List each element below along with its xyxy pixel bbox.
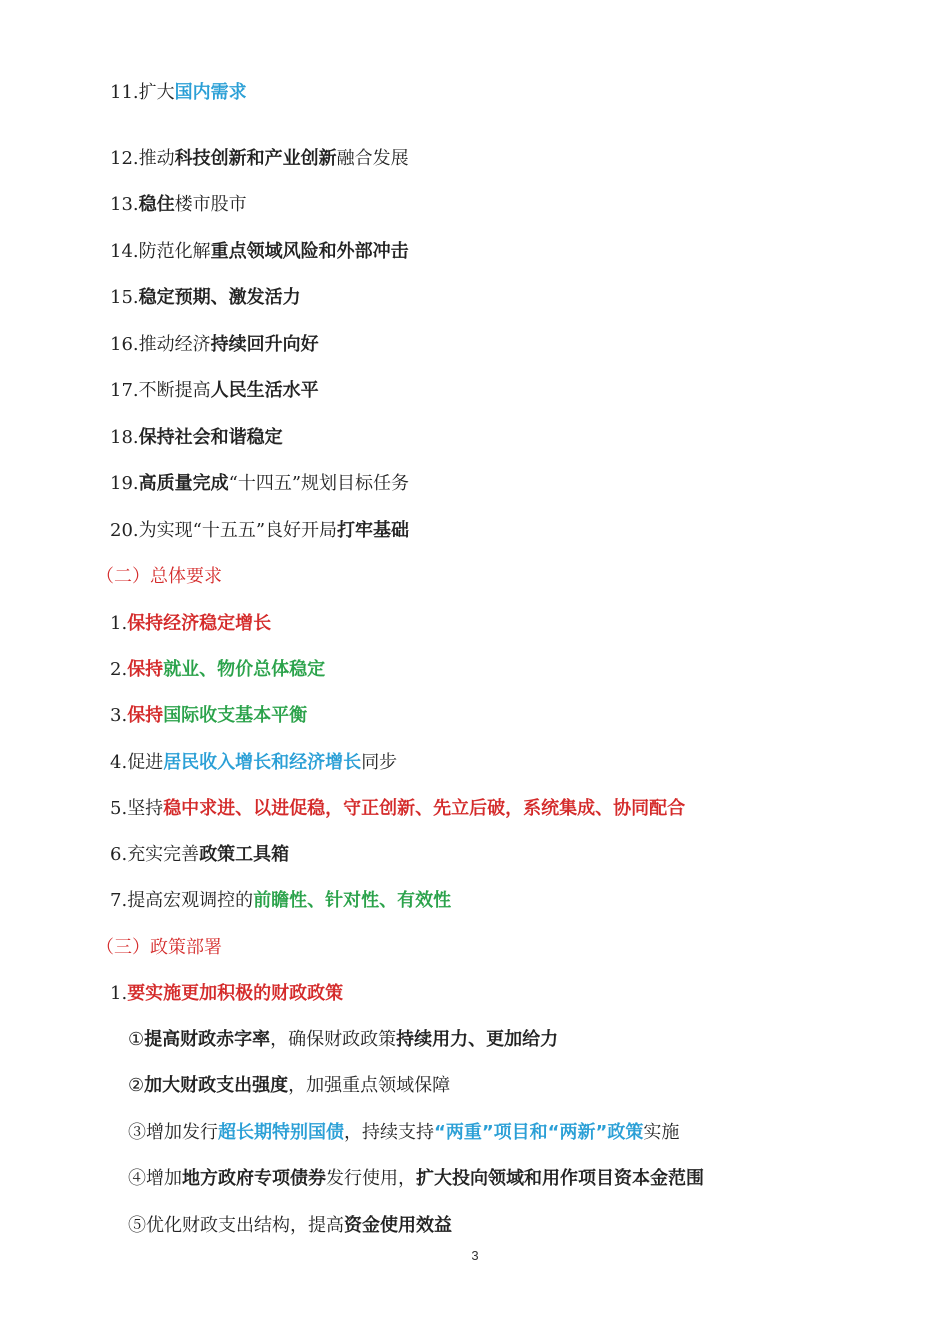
list-item (110, 886, 451, 916)
text-run: 持续用力、更加给力 (396, 1029, 559, 1050)
item-number: 20. (110, 520, 139, 541)
item-number: 11. (110, 82, 139, 103)
list-item (110, 469, 409, 499)
item-number: 6. (110, 844, 128, 865)
item-number: 19. (110, 473, 139, 494)
text-run: 稳住 (138, 194, 175, 215)
text-run: 前瞻性、针对性、有效性 (253, 890, 452, 911)
item-number: 3. (110, 705, 128, 726)
list-item (128, 1164, 704, 1194)
text-run: 资金使用效益 (344, 1215, 452, 1236)
text-run: ④增加 (128, 1168, 182, 1189)
item-number: 1. (110, 613, 128, 634)
text-run: 人民生活水平 (210, 380, 319, 401)
text-run: 扩大投向领域和用作项目资本金范围 (416, 1168, 704, 1189)
text-run: 保持社会和谐稳定 (138, 427, 283, 448)
text-run: 居民收入增长和经济增长 (163, 752, 362, 773)
list-item (110, 144, 409, 174)
text-run: 加大财政支出强度 (144, 1075, 289, 1096)
text-run: ，持续支持 (344, 1122, 434, 1143)
text-run: 就业、物价总体稳定 (163, 659, 326, 680)
section-heading (96, 562, 222, 592)
text-run: 防范化解 (138, 241, 211, 262)
item-number: 17. (110, 380, 139, 401)
text-run: 国内需求 (174, 82, 247, 103)
list-item (128, 1025, 558, 1055)
item-number: 7. (110, 890, 128, 911)
text-run: ，确保财政政策 (270, 1029, 397, 1050)
text-run: 国际收支基本平衡 (163, 705, 308, 726)
text-run: 要实施更加积极的财政政策 (127, 983, 344, 1004)
text-run: 楼市股市 (174, 194, 247, 215)
item-number: 18. (110, 427, 139, 448)
text-run: 保持 (127, 659, 164, 680)
item-number: 5. (110, 798, 128, 819)
list-item (110, 283, 301, 313)
text-run: 坚持 (127, 798, 164, 819)
text-run: ② (128, 1075, 145, 1096)
text-run: 科技创新和产业创新 (174, 148, 337, 169)
text-run: “两重”项目和“两新”政策 (434, 1122, 644, 1143)
text-run: 高质量完成 (138, 473, 229, 494)
list-item (128, 1211, 452, 1241)
text-run: 充实完善 (127, 844, 200, 865)
list-item (110, 376, 319, 406)
list-item (110, 423, 283, 453)
text-run: 地方政府专项债券 (182, 1168, 326, 1189)
text-run: 推动 (138, 148, 175, 169)
text-run: 发行使用， (326, 1168, 416, 1189)
text-run: 超长期特别国债 (218, 1122, 344, 1143)
item-number: 16. (110, 334, 139, 355)
list-item (110, 82, 247, 120)
item-number: 14. (110, 241, 139, 262)
text-run: 稳中求进、以进促稳，守正创新、先立后破，系统集成、协同配合 (163, 798, 686, 819)
list-item (110, 701, 307, 731)
list-item (110, 979, 343, 1009)
text-run: 政策工具箱 (199, 844, 290, 865)
text-run: 不断提高 (138, 380, 211, 401)
text-run: ，加强重点领域保障 (288, 1075, 451, 1096)
list-item (128, 1071, 450, 1101)
list-item (110, 794, 685, 824)
text-run: 提高财政赤字率 (144, 1029, 271, 1050)
text-run: 稳定预期、激发活力 (138, 287, 301, 308)
text-run: 推动经济 (138, 334, 211, 355)
section-heading (96, 933, 222, 963)
list-item (110, 190, 247, 220)
text-run: 促进 (127, 752, 164, 773)
text-run: 重点领域风险和外部冲击 (210, 241, 409, 262)
list-item (110, 516, 409, 546)
text-run: 持续回升向好 (210, 334, 319, 355)
text-run: 提高宏观调控的 (127, 890, 254, 911)
text-run: 扩大 (138, 82, 175, 103)
list-item (110, 237, 409, 267)
list-item (110, 840, 289, 870)
item-number: 4. (110, 752, 128, 773)
text-run: 为实现“十五五”良好开局 (138, 520, 338, 541)
text-run: ⑤优化财政支出结构，提高 (128, 1215, 344, 1236)
text-run: 同步 (361, 752, 398, 773)
text-run: ① (128, 1029, 145, 1050)
page-number: 3 (471, 1248, 479, 1263)
text-run: 实施 (643, 1122, 680, 1143)
item-number: 1. (110, 983, 128, 1004)
text-run: 保持经济稳定增长 (127, 613, 272, 634)
item-number: 2. (110, 659, 128, 680)
text-run: ③增加发行 (128, 1122, 218, 1143)
item-number: 12. (110, 148, 139, 169)
text-run: 保持 (127, 705, 164, 726)
text-run: （二）总体要求 (96, 566, 222, 587)
list-item (110, 748, 397, 778)
item-number: 13. (110, 194, 139, 215)
text-run: （三）政策部署 (96, 937, 222, 958)
text-run: 融合发展 (336, 148, 409, 169)
list-item (110, 330, 319, 360)
list-item (128, 1118, 679, 1148)
text-run: 打牢基础 (337, 520, 410, 541)
text-run: “十四五”规划目标任务 (228, 473, 410, 494)
item-number: 15. (110, 287, 139, 308)
list-item (110, 655, 325, 685)
list-item (110, 609, 271, 639)
